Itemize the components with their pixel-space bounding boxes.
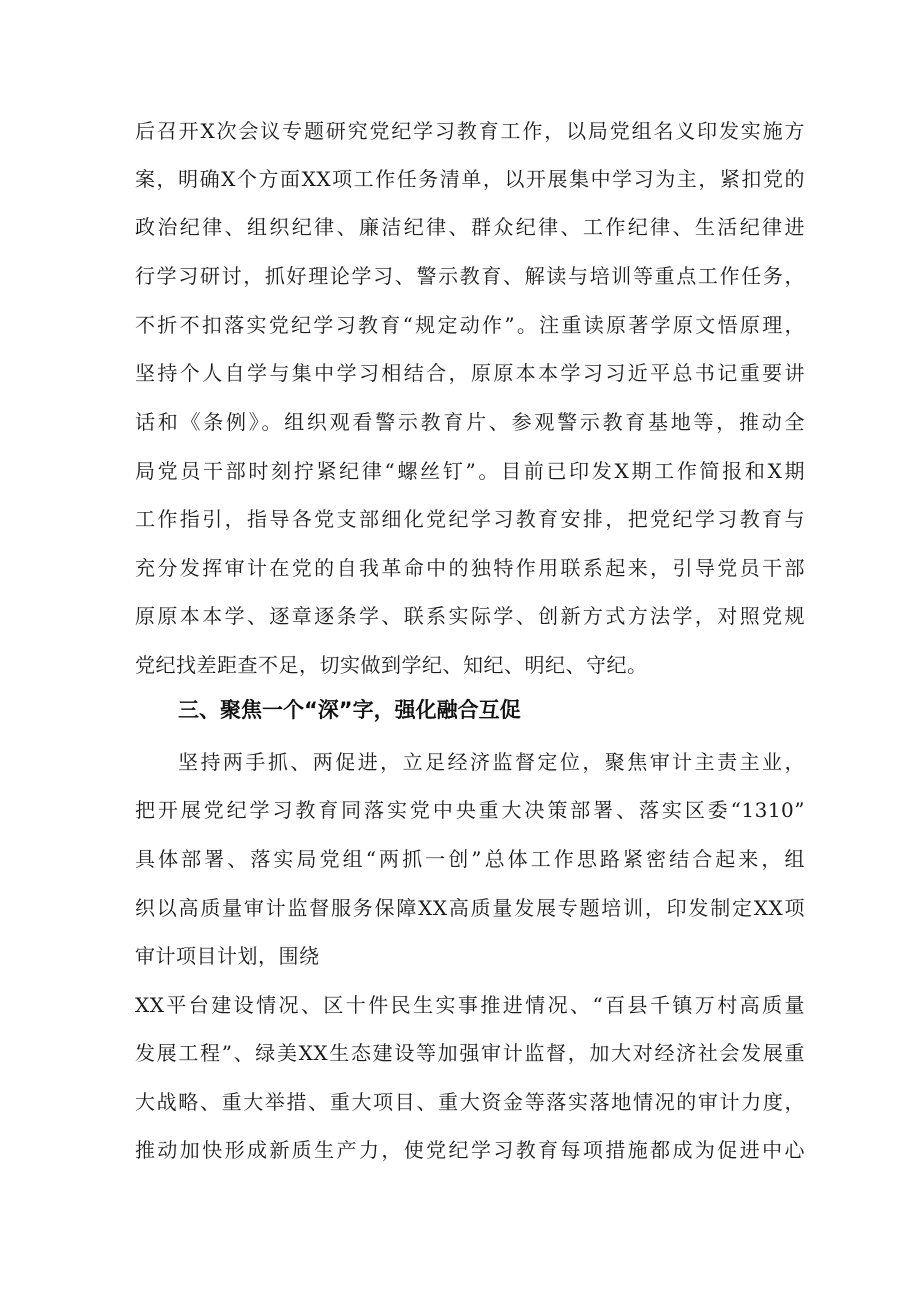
paragraph-line: 审计项目计划，围绕 (135, 944, 320, 968)
paragraph-line: 大战略、重大举措、重大项目、重大资金等落实落地情况的审计力度， (135, 1090, 805, 1114)
paragraph-line: 党纪找差距查不足，切实做到学纪、知纪、明纪、守纪。 (135, 653, 648, 677)
paragraph-line: 坚持两手抓、两促进，立足经济监督定位，聚焦审计主责主业， (178, 750, 805, 774)
paragraph-line: 后召开X次会议专题研究党纪学习教育工作，以局党组名义印发实施方 (135, 119, 805, 143)
paragraph-line: 政治纪律、组织纪律、廉洁纪律、群众纪律、工作纪律、生活纪律进 (135, 215, 805, 239)
paragraph-line: 坚持个人自学与集中学习相结合，原原本本学习习近平总书记重要讲 (135, 361, 805, 385)
paragraph-line: 织以高质量审计监督服务保障XX高质量发展专题培训，印发制定XX项 (135, 896, 805, 920)
paragraph-line: 具体部署、落实局党组“两抓一创”总体工作思路紧密结合起来，组 (135, 847, 805, 871)
paragraph-line: 发展工程”、绿美XX生态建设等加强审计监督，加大对经济社会发展重 (135, 1041, 805, 1065)
paragraph-line: 不折不扣落实党纪学习教育“规定动作”。注重读原著学原文悟原理， (135, 313, 805, 337)
paragraph-line: 话和《条例》。组织观看警示教育片、参观警示教育基地等，推动全 (135, 410, 805, 434)
paragraph-line: 案，明确X个方面XX项工作任务清单，以开展集中学习为主，紧扣党的 (135, 167, 805, 191)
paragraph-line: 原原本本学、逐章逐条学、联系实际学、创新方式方法学，对照党规 (135, 604, 805, 628)
paragraph-line: 工作指引，指导各党支部细化党纪学习教育安排，把党纪学习教育与 (135, 507, 805, 531)
section-heading: 三、聚焦一个“深”字，强化融合互促 (178, 698, 521, 722)
paragraph-line: 行学习研讨，抓好理论学习、警示教育、解读与培训等重点工作任务， (135, 264, 805, 288)
paragraph-line: 把开展党纪学习教育同落实党中央重大决策部署、落实区委“1310” (135, 798, 805, 822)
paragraph-line: 充分发挥审计在党的自我革命中的独特作用联系起来，引导党员干部 (135, 556, 805, 580)
paragraph-line: 推动加快形成新质生产力，使党纪学习教育每项措施都成为促进中心 (135, 1138, 805, 1162)
paragraph-line: 局党员干部时刻拧紧纪律“螺丝钉”。目前已印发X期工作简报和X期 (135, 459, 805, 483)
paragraph-line: XX平台建设情况、区十件民生实事推进情况、“百县千镇万村高质量 (135, 993, 805, 1017)
